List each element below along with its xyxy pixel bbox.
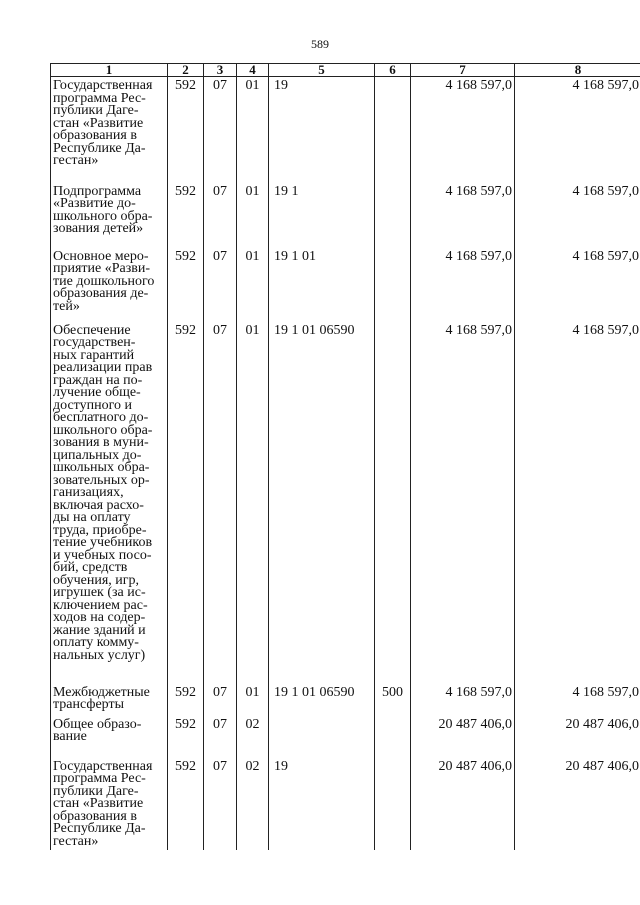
cell-name <box>51 322 168 684</box>
name-line: зования детей» <box>53 221 144 236</box>
cell-section: 07 <box>204 684 237 716</box>
cell-amount-1: 4 168 597,0 <box>411 322 515 684</box>
cell-amount-2: 4 168 597,0 <box>515 322 640 684</box>
name-line: ключением рас- <box>53 597 148 613</box>
cell-amount-2: 4 168 597,0 <box>515 248 640 322</box>
table-row <box>51 183 640 248</box>
name-line: гестан» <box>53 153 99 168</box>
name-line: трансферты <box>53 697 125 712</box>
name-line: зовательных ор- <box>53 472 150 488</box>
name-line: тение учебников <box>53 535 153 550</box>
cell-admin-code: 592 <box>168 248 204 322</box>
cell-subsection: 01 <box>237 322 269 684</box>
cell-subsection: 01 <box>237 684 269 716</box>
name-line: Обеспечение <box>53 322 131 338</box>
column-header: 8 <box>515 64 640 77</box>
cell-amount-1: 4 168 597,0 <box>411 77 515 183</box>
table-row <box>51 758 640 850</box>
cell-name <box>51 183 168 248</box>
cell-target-article: 19 <box>269 77 375 183</box>
cell-amount-2: 4 168 597,0 <box>515 77 640 183</box>
name-line: граждан на по- <box>53 372 143 388</box>
cell-amount-2: 4 168 597,0 <box>515 684 640 716</box>
name-line: школьного обра- <box>53 422 153 438</box>
name-line: игрушек (за ис- <box>53 585 146 600</box>
cell-admin-code: 592 <box>168 684 204 716</box>
cell-section: 07 <box>204 77 237 183</box>
name-line: ганизациях, <box>53 485 124 500</box>
name-line: нальных услуг) <box>53 647 146 663</box>
column-header: 5 <box>269 64 375 77</box>
cell-admin-code: 592 <box>168 716 204 758</box>
name-line: программа Рес- <box>53 771 146 786</box>
name-line: труда, приобре- <box>53 522 147 538</box>
cell-section: 07 <box>204 758 237 850</box>
cell-amount-1: 20 487 406,0 <box>411 716 515 758</box>
table-row <box>51 77 640 183</box>
name-line: публики Даге- <box>53 783 139 799</box>
header-row <box>51 64 640 77</box>
cell-expense-type <box>375 758 411 850</box>
cell-amount-1: 4 168 597,0 <box>411 248 515 322</box>
cell-expense-type <box>375 183 411 248</box>
column-header: 4 <box>237 64 269 77</box>
cell-amount-1: 4 168 597,0 <box>411 684 515 716</box>
name-line: жание зданий и <box>53 622 146 638</box>
name-line: бий, средств <box>53 560 128 575</box>
name-line: Государственная <box>53 758 153 774</box>
name-line: образования в <box>53 128 137 143</box>
cell-section: 07 <box>204 322 237 684</box>
name-line: стан «Развитие <box>53 115 144 131</box>
name-line: Республике Да- <box>53 140 146 156</box>
cell-expense-type <box>375 77 411 183</box>
name-line: публики Даге- <box>53 103 139 118</box>
name-line: Основное меро- <box>53 248 149 264</box>
cell-target-article: 19 1 01 06590 <box>269 322 375 684</box>
cell-expense-type: 500 <box>375 684 411 716</box>
page-number: 589 <box>311 37 329 51</box>
name-line: доступного и <box>53 397 132 413</box>
cell-amount-2: 20 487 406,0 <box>515 716 640 758</box>
column-header: 3 <box>204 64 237 77</box>
cell-section: 07 <box>204 716 237 758</box>
cell-name <box>51 77 168 183</box>
cell-expense-type <box>375 322 411 684</box>
name-line: реализации прав <box>53 360 153 375</box>
name-line: «Развитие до- <box>53 196 136 211</box>
budget-table <box>50 63 640 850</box>
name-line: гестан» <box>53 833 99 849</box>
cell-name <box>51 716 168 758</box>
name-line: ды на оплату <box>53 510 131 525</box>
name-line: стан «Развитие <box>53 796 144 811</box>
cell-target-article: 19 1 01 06590 <box>269 684 375 716</box>
cell-name <box>51 248 168 322</box>
name-line: приятие «Разви- <box>53 261 151 276</box>
cell-subsection: 01 <box>237 183 269 248</box>
cell-target-article <box>269 716 375 758</box>
column-header: 7 <box>411 64 515 77</box>
name-line: программа Рес- <box>53 90 146 106</box>
cell-amount-2: 4 168 597,0 <box>515 183 640 248</box>
cell-target-article: 19 1 <box>269 183 375 248</box>
name-line: Межбюджетные <box>53 684 150 700</box>
cell-amount-1: 4 168 597,0 <box>411 183 515 248</box>
name-line: образования де- <box>53 286 149 301</box>
cell-admin-code: 592 <box>168 322 204 684</box>
cell-section: 07 <box>204 248 237 322</box>
name-line: зования в муни- <box>53 435 149 450</box>
cell-target-article: 19 <box>269 758 375 850</box>
column-header: 6 <box>375 64 411 77</box>
cell-subsection: 01 <box>237 248 269 322</box>
name-line: Общее образо- <box>53 716 142 732</box>
name-line: школьного обра- <box>53 208 153 224</box>
cell-amount-2: 20 487 406,0 <box>515 758 640 850</box>
name-line: бесплатного до- <box>53 410 149 425</box>
name-line: оплату комму- <box>53 635 139 650</box>
name-line: Республике Да- <box>53 821 146 836</box>
cell-subsection: 01 <box>237 77 269 183</box>
table-row <box>51 716 640 758</box>
table-row <box>51 322 640 684</box>
name-line: Государственная <box>53 78 153 93</box>
cell-section: 07 <box>204 183 237 248</box>
cell-admin-code: 592 <box>168 758 204 850</box>
column-header: 2 <box>168 64 204 77</box>
name-line: вание <box>53 729 87 744</box>
name-line: ходов на содер- <box>53 610 146 625</box>
name-line: лучение обще- <box>53 385 141 400</box>
cell-expense-type <box>375 716 411 758</box>
name-line: тие дошкольного <box>53 273 155 289</box>
table-row <box>51 684 640 716</box>
name-line: обучения, игр, <box>53 572 140 588</box>
column-header: 1 <box>51 64 168 77</box>
cell-expense-type <box>375 248 411 322</box>
name-line: и учебных посо- <box>53 547 152 563</box>
cell-subsection: 02 <box>237 758 269 850</box>
name-line: школьных обра- <box>53 460 150 475</box>
name-line: включая расхо- <box>53 497 144 513</box>
cell-admin-code: 592 <box>168 77 204 183</box>
name-line: тей» <box>53 298 80 314</box>
table-row <box>51 248 640 322</box>
cell-target-article: 19 1 01 <box>269 248 375 322</box>
cell-name <box>51 684 168 716</box>
name-line: ных гарантий <box>53 347 135 363</box>
name-line: ципальных до- <box>53 447 142 463</box>
name-line: государствен- <box>53 335 136 350</box>
cell-subsection: 02 <box>237 716 269 758</box>
name-line: образования в <box>53 808 137 824</box>
cell-admin-code: 592 <box>168 183 204 248</box>
cell-name <box>51 758 168 850</box>
name-line: Подпрограмма <box>53 183 142 199</box>
cell-amount-1: 20 487 406,0 <box>411 758 515 850</box>
